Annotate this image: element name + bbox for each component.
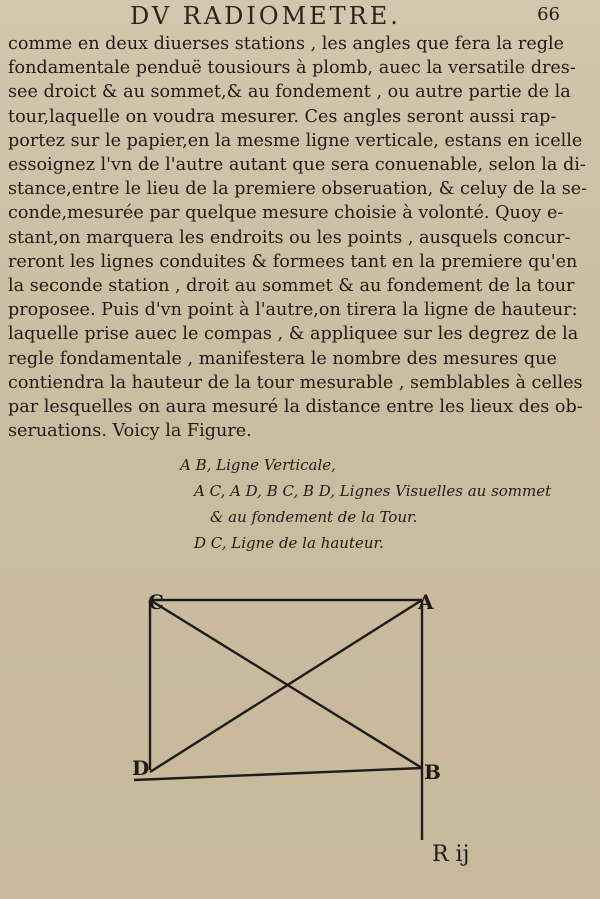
label-b: B xyxy=(424,760,441,784)
label-a: A xyxy=(418,590,434,614)
text-line: par lesquelles on aura mesuré la distance entre les lieux des ob- xyxy=(8,397,583,418)
text-line: contiendra la hauteur de la tour mesurable , semblables à celles xyxy=(8,372,583,393)
legend-height-line: D C, Ligne de la hauteur. xyxy=(194,534,384,552)
legend-vertical-line: A B, Ligne Verticale, xyxy=(180,456,336,474)
geometric-figure xyxy=(120,580,460,840)
text-line: stant,on marquera les endroits ou les points , ausquels concur- xyxy=(8,227,571,248)
text-line: tour,laquelle on voudra mesurer. Ces angles seront aussi rap- xyxy=(8,106,557,127)
text-line: seruations. Voicy la Figure. xyxy=(8,421,252,442)
text-line: fondamentale penduë tousiours à plomb, auec la versatile dres- xyxy=(8,58,576,79)
text-line: reront les lignes conduites & formees tant en la premiere qu'en xyxy=(8,251,578,272)
line-bottom xyxy=(134,768,422,780)
label-c: C xyxy=(148,590,164,614)
text-line: essoignez l'vn de l'autre autant que sera conuenable, selon la di- xyxy=(8,155,586,176)
body-paragraph xyxy=(8,32,588,443)
text-line: portez sur le papier,en la mesme ligne verticale, estans en icelle xyxy=(8,130,583,151)
figure-legend xyxy=(180,452,580,556)
legend-visual-lines: A C, A D, B C, B D, Lignes Visuelles au sommet xyxy=(194,482,552,500)
text-line: laquelle prise auec le compas , & appliquee sur les degrez de la xyxy=(8,324,579,345)
text-line: conde,mesurée par quelque mesure choisie à volonté. Quoy e- xyxy=(8,203,564,224)
page-number: 66 xyxy=(537,4,560,25)
page-header xyxy=(0,0,600,28)
text-line: regle fondamentale , manifestera le nombre des mesures que xyxy=(8,348,557,369)
running-head: DV RADIOMETRE. xyxy=(130,2,401,30)
text-line: comme en deux diuerses stations , les angles que fera la regle xyxy=(8,34,565,54)
label-d: D xyxy=(132,756,150,780)
legend-visual-lines-cont: & au fondement de la Tour. xyxy=(210,508,418,526)
text-line: see droict & au sommet,& au fondement , ou autre partie de la xyxy=(8,82,571,103)
text-line: stance,entre le lieu de la premiere obseruation, & celuy de la se- xyxy=(8,179,588,200)
text-line: proposee. Puis d'vn point à l'autre,on tirera la ligne de hauteur: xyxy=(8,300,578,321)
signature-mark: R ij xyxy=(432,842,470,867)
text-line: la seconde station , droit au sommet & au fondement de la tour xyxy=(8,276,575,297)
